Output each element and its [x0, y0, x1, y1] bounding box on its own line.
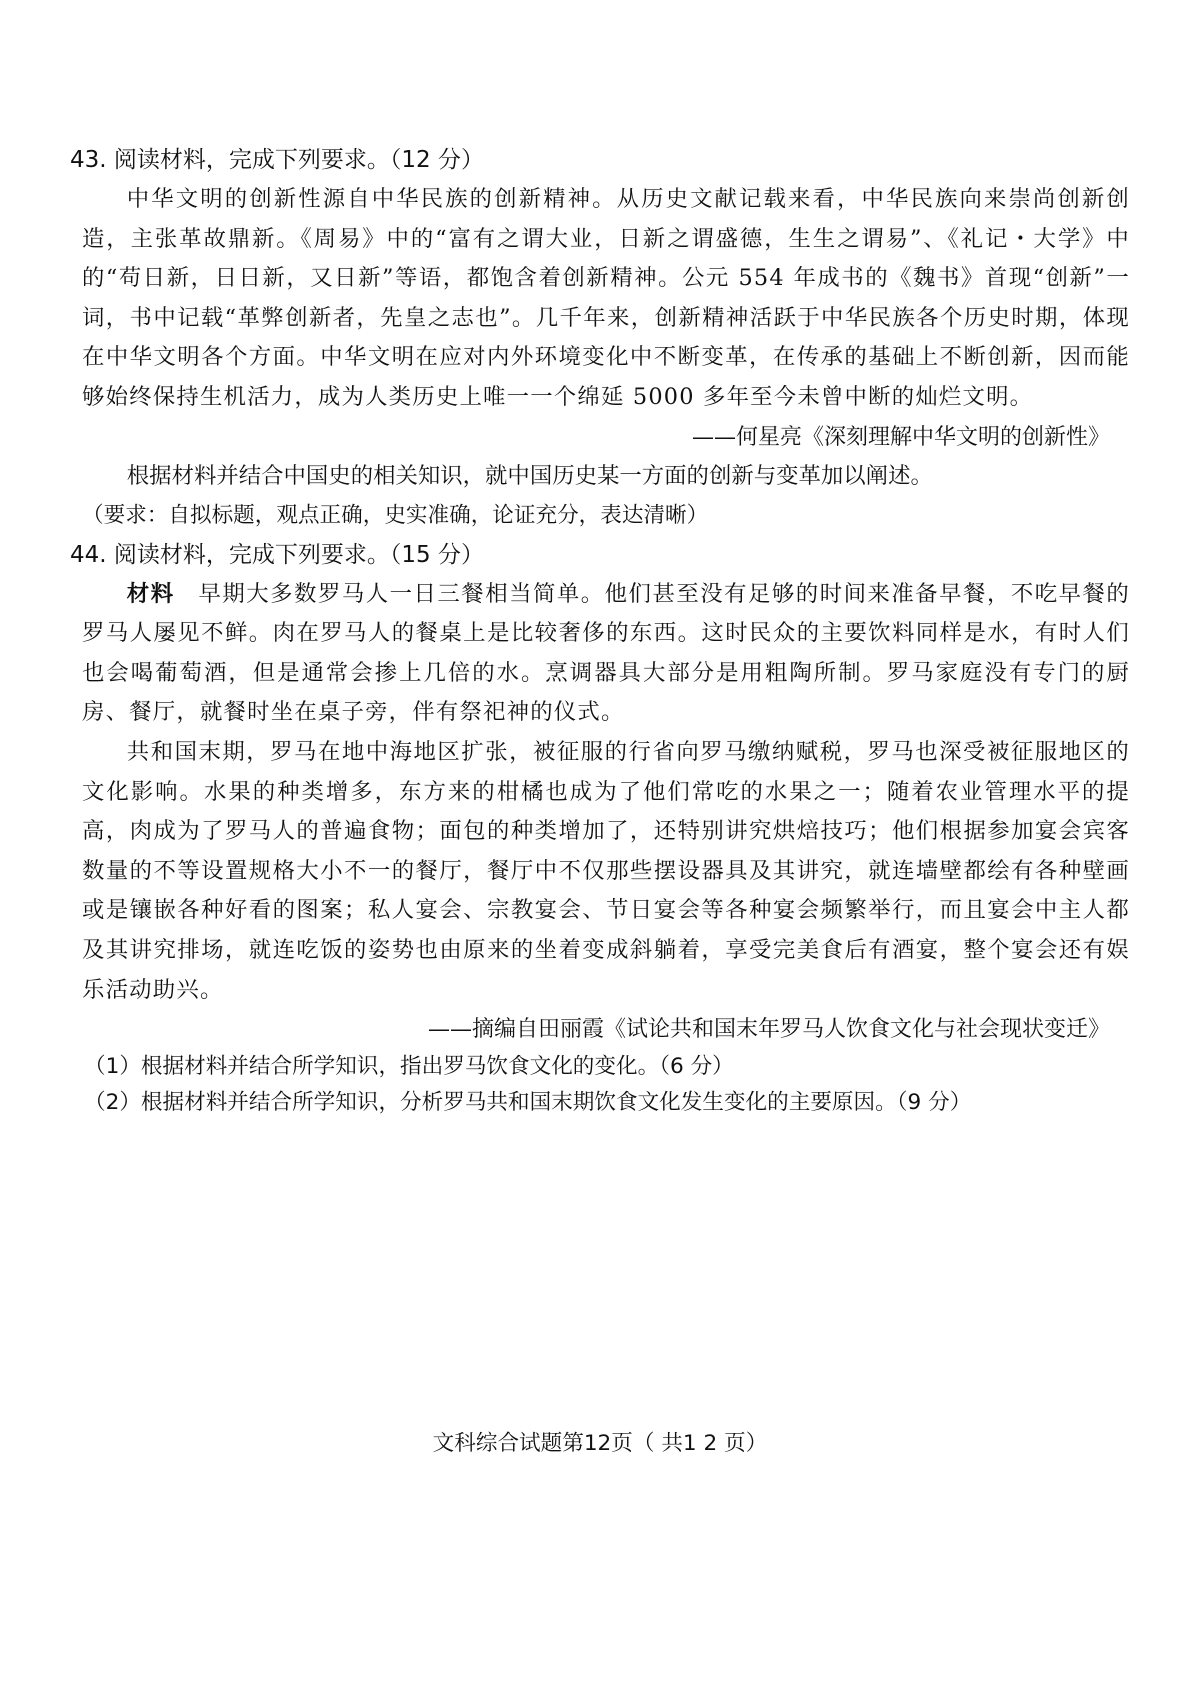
page-footer: 文科综合试题第12页（ 共1 2 页）	[432, 1431, 768, 1456]
question-44-material-p1	[70, 575, 1130, 733]
material-label: 材料	[126, 580, 175, 607]
question-43-requirement: （要求：自拟标题，观点正确，史实准确，论证充分，表达清晰）	[82, 502, 709, 528]
question-44-sub-2: （2）根据材料并结合所学知识，分析罗马共和国末期饮食文化发生变化的主要原因。（9 分）	[84, 1090, 972, 1116]
question-44-material-p2: 共和国末期，罗马在地中海地区扩张，被征服的行省向罗马缴纳赋税，罗马也深受被征服地区的文化影响。水果的种类增多，东方来的柑橘也成为了他们常吃的水果之一；随着农业管理水平的提高，肉成为了罗马人的普遍食物；面包的种类增加了，还特别讲究烘焙技巧；他们根据参加宴会宾客数量的不等设置规格大小不一的餐厅，餐厅中不仅那些摆设器具及其讲究，就连墙壁都绘有各种壁画或是镶嵌各种好看的图案；私人宴会、宗教宴会、节日宴会等各种宴会频繁举行，而且宴会中主人都及其讲究排场，就连吃饭的姿势也由原来的坐着变成斜躺着，享受完美食后有酒宴，整个宴会还有娱乐活动助兴。	[82, 738, 1130, 1003]
question-43-material: 中华文明的创新性源自中华民族的创新精神。从历史文献记载来看，中华民族向来崇尚创新创造，主张革故鼎新。《周易》中的“富有之谓大业，日新之谓盛德，生生之谓易”、《礼记・大学》中的“苟日新，日日新，又日新”等语，都饱含着创新精神。公元 554 年成书的《魏书》首现“创新”一词，书中记载“革弊创新者，先皇之志也”。几千年来，创新精神活跃于中华民族各个历史时期，体现在中华文明各个方面。中华文明在应对内外环境变化中不断变革，在传承的基础上不断创新，因而能够始终保持生机活力，成为人类历史上唯一一个绵延 5000 多年至今未曾中断的灿烂文明。	[82, 186, 1130, 410]
material-p1-text: 早期大多数罗马人一日三餐相当简单。他们甚至没有足够的时间来准备早餐，不吃早餐的罗马人屡见不鲜。肉在罗马人的餐桌上是比较奢侈的东西。这时民众的主要饮料同样是水，有时人们也会喝葡萄酒，但是通常会掺上几倍的水。烹调器具大部分是用粗陶所制。罗马家庭没有专门的厨房、餐厅，就餐时坐在桌子旁，伴有祭祀神的仪式。	[82, 580, 1130, 726]
question-43-source: ——何星亮《深刻理解中华文明的创新性》	[691, 424, 1110, 450]
question-44-heading: 44. 阅读材料，完成下列要求。（15 分）	[70, 541, 484, 568]
question-44-source: ——摘编自田丽霞《试论共和国末年罗马人饮食文化与社会现状变迁》	[427, 1017, 1110, 1043]
question-43-task: 根据材料并结合中国史的相关知识，就中国历史某一方面的创新与变革加以阐述。	[126, 462, 933, 489]
question-44-sub-1: （1）根据材料并结合所学知识，指出罗马饮食文化的变化。（6 分）	[84, 1054, 734, 1080]
question-44	[70, 535, 1130, 1122]
exam-page	[70, 140, 1130, 1121]
question-43	[70, 140, 1130, 535]
question-43-heading: 43. 阅读材料，完成下列要求。（12 分）	[70, 147, 484, 173]
